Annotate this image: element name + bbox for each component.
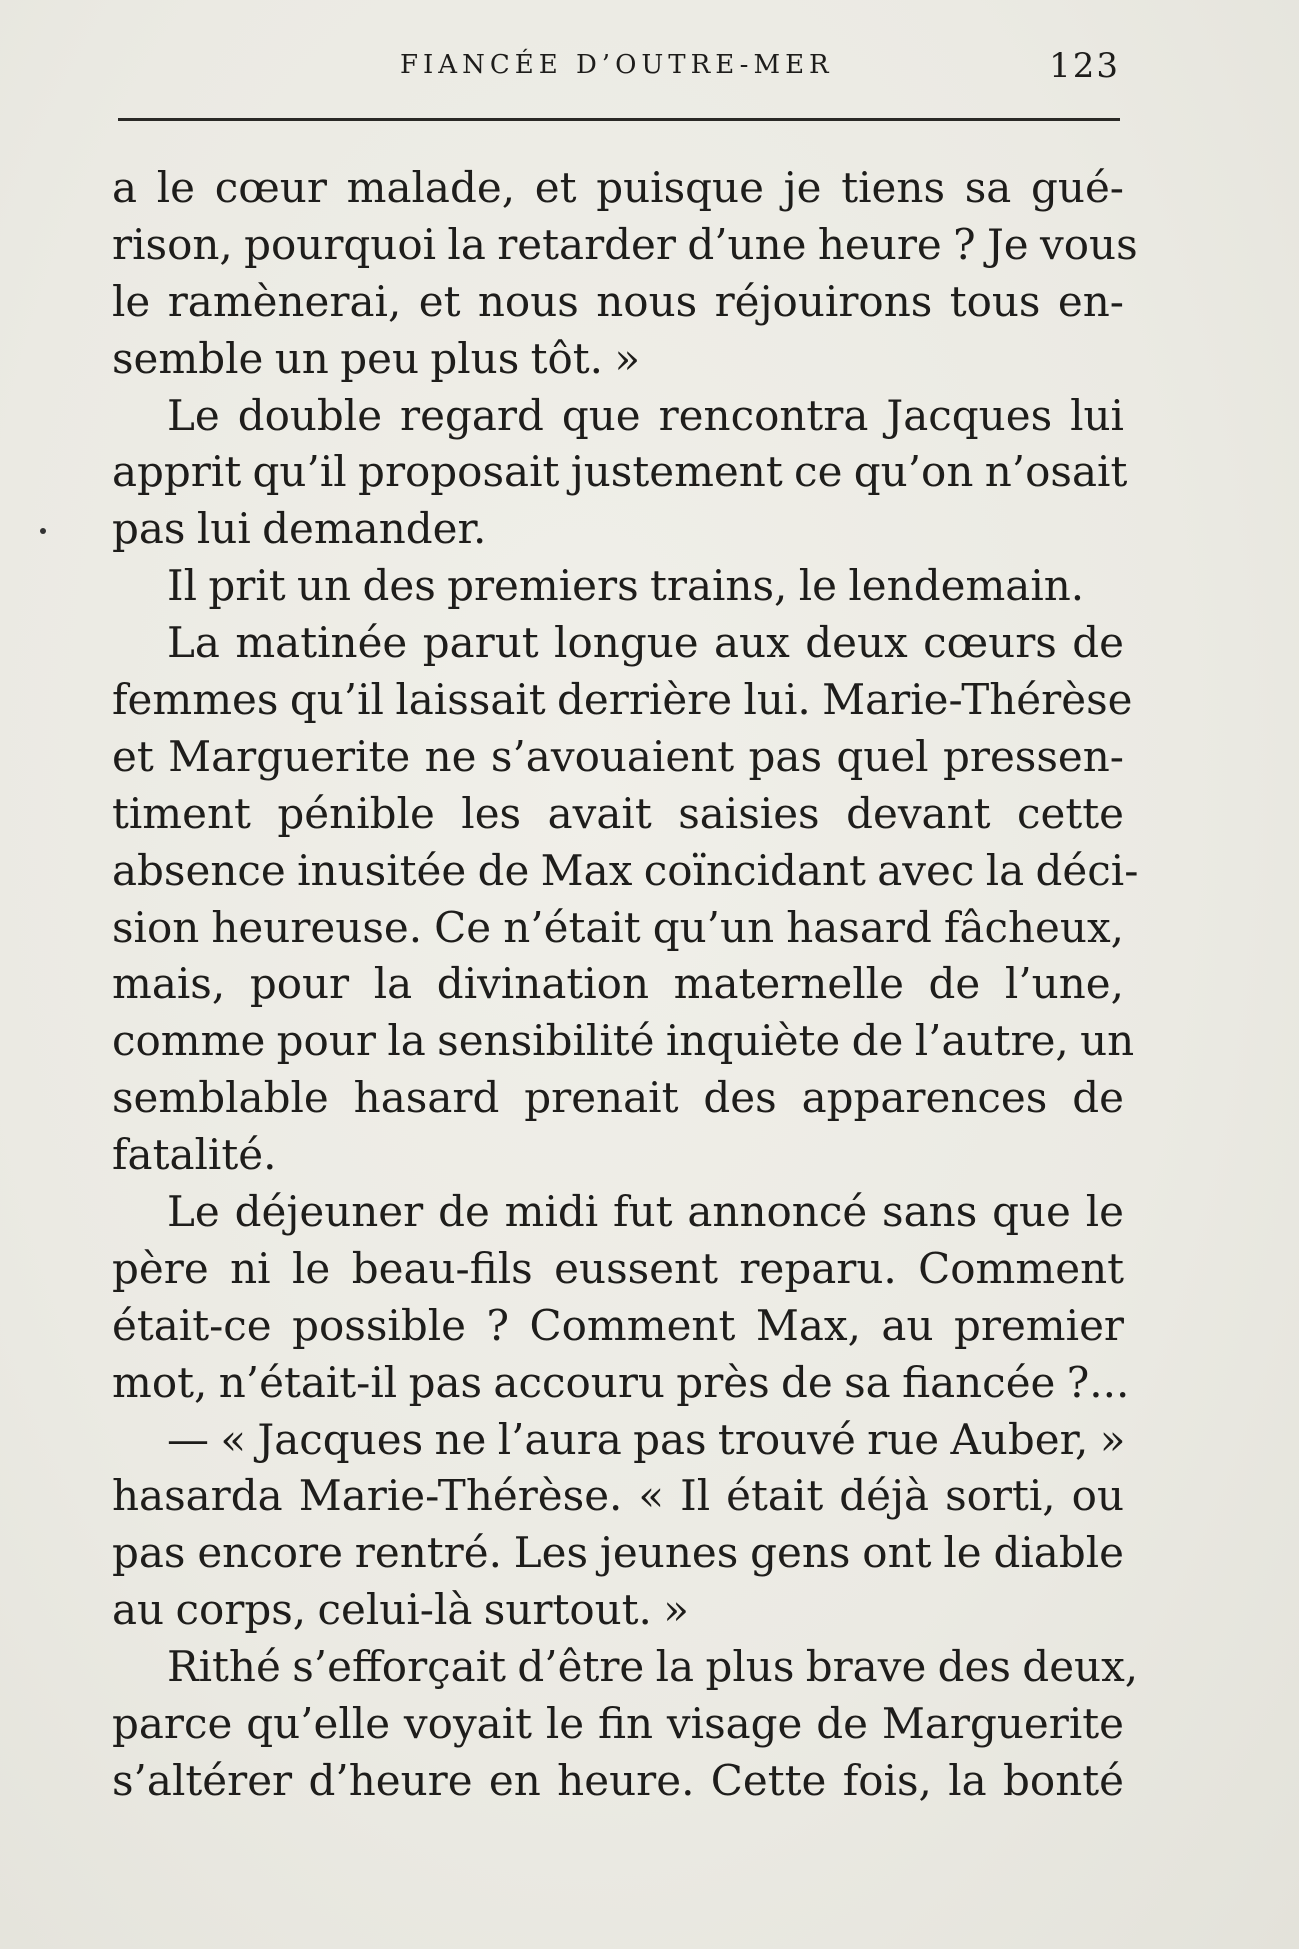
text-line: pas lui demander. xyxy=(112,504,487,554)
text-line: était-ce possible ? Comment Max, au premier xyxy=(112,1300,1124,1350)
text-line: Rithé s’efforçait d’être la plus brave des deux, xyxy=(167,1642,1139,1692)
text-line: mais, pour la divination maternelle de l’une, xyxy=(112,959,1124,1009)
text-line: comme pour la sensibilité inquiète de l’autre, un xyxy=(112,1016,1135,1066)
text-line: s’altérer d’heure en heure. Cette fois, la bonté xyxy=(112,1755,1124,1805)
text-line: Le double regard que rencontra Jacques lui xyxy=(167,390,1124,440)
header-rule xyxy=(118,118,1120,121)
text-line: mot, n’était-il pas accouru près de sa fiancée ?... xyxy=(112,1357,1130,1407)
text-line: La matinée parut longue aux deux cœurs de xyxy=(167,618,1124,668)
text-line: fatalité. xyxy=(112,1130,277,1180)
text-line: absence inusitée de Max coïncidant avec la déci- xyxy=(112,845,1139,895)
page-header xyxy=(115,42,1120,92)
text-line: au corps, celui-là surtout. » xyxy=(112,1585,689,1635)
text-line: le ramènerai, et nous nous réjouirons tous en- xyxy=(112,276,1124,326)
margin-mark xyxy=(40,528,46,534)
text-line: père ni le beau-fils eussent reparu. Comment xyxy=(112,1243,1124,1293)
text-line: hasarda Marie-Thérèse. « Il était déjà sorti, ou xyxy=(112,1471,1124,1521)
text-line: timent pénible les avait saisies devant cette xyxy=(112,788,1124,838)
text-line: femmes qu’il laissait derrière lui. Marie-Thérèse xyxy=(112,675,1133,725)
text-line: pas encore rentré. Les jeunes gens ont le diable xyxy=(112,1528,1124,1578)
text-line: semblable hasard prenait des apparences de xyxy=(112,1073,1124,1123)
text-line: et Marguerite ne s’avouaient pas quel pressen- xyxy=(112,731,1124,781)
text-line: sion heureuse. Ce n’était qu’un hasard fâcheux, xyxy=(112,902,1124,952)
text-line: Le déjeuner de midi fut annoncé sans que le xyxy=(167,1187,1124,1237)
text-line: a le cœur malade, et puisque je tiens sa gué- xyxy=(112,163,1124,212)
running-title: FIANCÉE D’OUTRE-MER xyxy=(400,50,834,80)
text-line: parce qu’elle voyait le fin visage de Marguerite xyxy=(112,1699,1124,1749)
text-line: Il prit un des premiers trains, le lendemain. xyxy=(167,561,1085,611)
text-line: semble un peu plus tôt. » xyxy=(112,333,641,383)
page-number: 123 xyxy=(1049,46,1120,86)
text-line: apprit qu’il proposait justement ce qu’on n’osait xyxy=(112,447,1128,497)
body-text xyxy=(112,160,1139,1810)
text-line: rison, pourquoi la retarder d’une heure ? Je vous xyxy=(112,219,1138,269)
text-line: — « Jacques ne l’aura pas trouvé rue Auber, » xyxy=(167,1414,1126,1464)
